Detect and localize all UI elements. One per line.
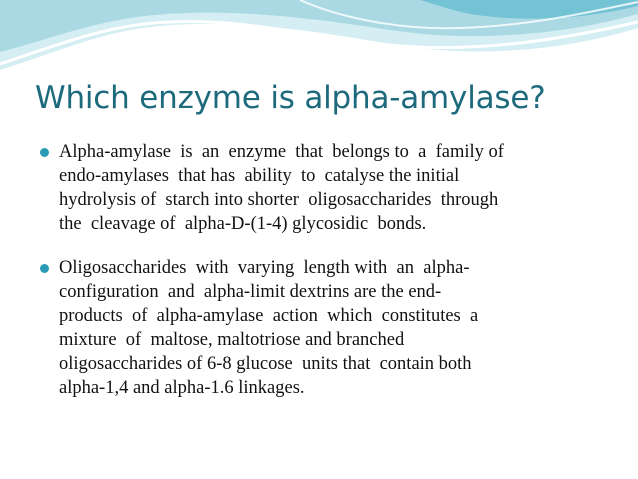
bullet-text-line: configuration and alpha-limit dextrins are the end- (59, 282, 442, 302)
bullet-dot-icon (40, 264, 49, 273)
bullet-text-line: the cleavage of alpha-D-(1-4) glycosidic bonds. (59, 214, 427, 234)
bullet-dot-icon (40, 148, 49, 157)
bullet-list (40, 140, 610, 420)
header-wave-decoration (0, 0, 638, 80)
bullet-text-line: products of alpha-amylase action which constitutes a (59, 306, 479, 326)
bullet-text-line: Alpha-amylase is an enzyme that belongs to a family of (59, 142, 504, 162)
bullet-text-line: alpha-1,4 and alpha-1.6 linkages. (59, 378, 305, 398)
bullet-text-line: Oligosaccharides with varying length with an alpha- (59, 258, 470, 278)
bullet-text-line: hydrolysis of starch into shorter oligosaccharides through (59, 190, 499, 210)
bullet-item (40, 256, 610, 400)
bullet-item (40, 140, 610, 236)
bullet-text-line: mixture of maltose, maltotriose and branched (59, 330, 405, 350)
bullet-text-line: endo-amylases that has ability to catalyse the initial (59, 166, 460, 186)
bullet-text-line: oligosaccharides of 6-8 glucose units that contain both (59, 354, 472, 374)
slide-title: Which enzyme is alpha-amylase? (35, 80, 546, 116)
